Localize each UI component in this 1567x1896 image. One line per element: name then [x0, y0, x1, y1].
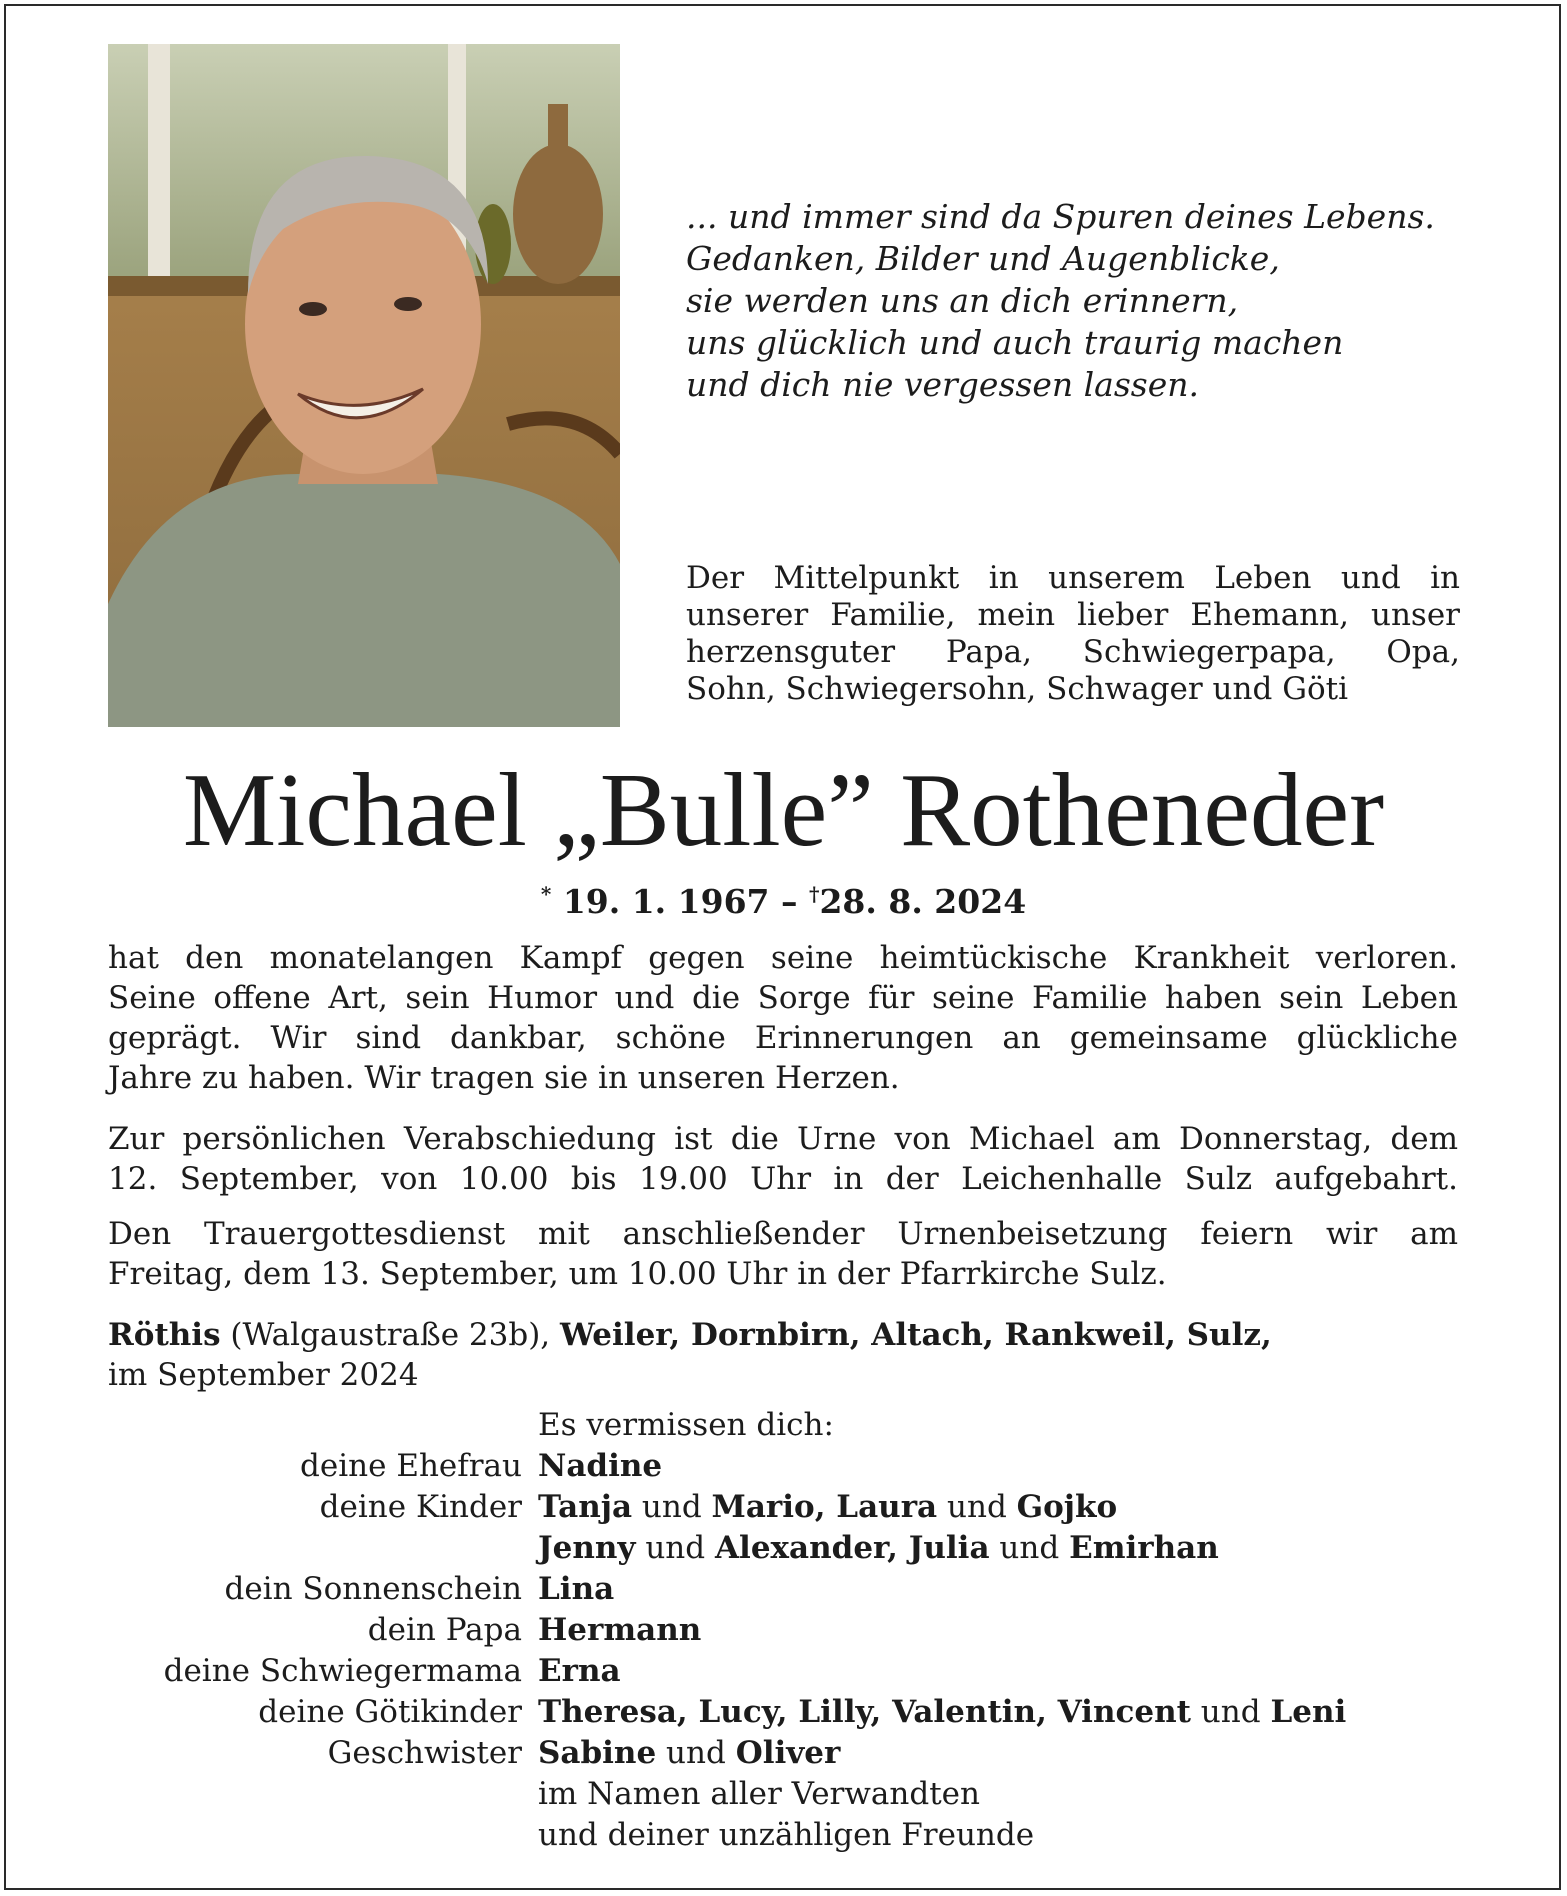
paragraph-viewing — [108, 1119, 1458, 1199]
conjunction: und — [666, 1735, 726, 1771]
mourner-name: Theresa, Lucy, Lilly, Valentin, Vincent — [538, 1694, 1191, 1730]
paragraph-line: Zur persönlichen Verabschiedung ist die Urne von Michael am Donnerstag, dem — [108, 1121, 1458, 1157]
paragraph-line: Den Trauergottesdienst mit anschließender Urnenbeisetzung feiern wir am — [108, 1216, 1458, 1252]
mourner-name: Alexander, Julia — [714, 1530, 990, 1566]
mourner-row — [108, 1651, 1458, 1692]
mourner-row — [108, 1487, 1458, 1528]
place-address: (Walgaustraße 23b), — [230, 1317, 551, 1353]
mourner-name: Tanja — [538, 1489, 633, 1525]
closing-row — [108, 1774, 1458, 1815]
intro-line: herzensguter Papa, Schwiegerpapa, Opa, — [686, 634, 1460, 670]
mourner-name: Leni — [1270, 1694, 1347, 1730]
place-and-date — [108, 1315, 1458, 1395]
mourner-names — [538, 1487, 1458, 1528]
conjunction: und — [645, 1530, 706, 1566]
conjunction: und — [1200, 1694, 1261, 1730]
intro-line: Der Mittelpunkt in unserem Leben und in — [686, 560, 1460, 596]
mourners-list — [108, 1405, 1458, 1856]
mourner-names: Lina — [538, 1571, 615, 1607]
poem-line: uns glücklich und auch traurig machen — [686, 323, 1344, 362]
intro-line: unserer Familie, mein lieber Ehemann, unser — [686, 597, 1460, 633]
birth-symbol: * — [540, 882, 552, 906]
mourner-name: Mario, Laura — [711, 1489, 938, 1525]
mourner-row — [108, 1610, 1458, 1651]
poem-line: ... und immer sind da Spuren deines Lebens. — [686, 197, 1435, 236]
mourner-row — [108, 1692, 1458, 1733]
mourner-name: Emirhan — [1069, 1530, 1219, 1566]
relation-label: deine Götikinder — [258, 1694, 522, 1730]
poem-line: Gedanken, Bilder und Augenblicke, — [686, 239, 1280, 278]
deceased-name: Michael „Bulle” Rotheneder — [182, 751, 1385, 868]
place-date: im September 2024 — [108, 1357, 419, 1393]
mourner-names: Erna — [538, 1653, 621, 1689]
poem-line: und dich nie vergessen lassen. — [686, 365, 1199, 404]
mourner-names: Nadine — [538, 1448, 663, 1484]
life-dates — [0, 872, 1567, 924]
relation-label: dein Sonnenschein — [224, 1571, 522, 1607]
paragraph-line: hat den monatelangen Kampf gegen seine heimtückische Krankheit verloren. — [108, 940, 1458, 976]
mourners-heading: Es vermissen dich: — [538, 1407, 834, 1443]
birth-date: 19. 1. 1967 — [562, 882, 770, 921]
place-line — [108, 1315, 1458, 1355]
paragraph-line: Jahre zu haben. Wir tragen sie in unseren Herzen. — [108, 1060, 900, 1096]
poem-line: sie werden uns an dich erinnern, — [686, 281, 1239, 320]
mourner-row — [108, 1733, 1458, 1774]
date-separator: – — [781, 882, 798, 921]
mourner-names — [538, 1528, 1458, 1569]
paragraph-line: Seine offene Art, sein Humor und die Sorge für seine Familie haben sein Leben — [108, 980, 1458, 1016]
conjunction: und — [641, 1489, 702, 1525]
mourner-row — [108, 1446, 1458, 1487]
mourner-names: Hermann — [538, 1612, 702, 1648]
mourner-name: Sabine — [538, 1735, 657, 1771]
conjunction: und — [999, 1530, 1060, 1566]
mourners-heading-row — [108, 1405, 1458, 1446]
closing-line: im Namen aller Verwandten — [538, 1776, 980, 1812]
paragraph-line: Freitag, dem 13. September, um 10.00 Uhr in der Pfarrkirche Sulz. — [108, 1256, 1167, 1292]
mourner-name: Oliver — [735, 1735, 841, 1771]
relation-label: deine Ehefrau — [300, 1448, 522, 1484]
relation-label: deine Schwiegermama — [163, 1653, 522, 1689]
relation-label: Geschwister — [327, 1735, 522, 1771]
intro-text — [686, 560, 1460, 708]
conjunction: und — [947, 1489, 1007, 1525]
paragraph-line: 12. September, von 10.00 bis 19.00 Uhr in der Leichenhalle Sulz aufgebahrt. — [108, 1161, 1458, 1197]
mourner-names — [538, 1692, 1458, 1733]
paragraph-illness — [108, 938, 1458, 1098]
intro-line: Sohn, Schwiegersohn, Schwager und Göti — [686, 671, 1348, 707]
relation-label: dein Papa — [367, 1612, 522, 1648]
relation-label: deine Kinder — [319, 1489, 522, 1525]
paragraph-line: geprägt. Wir sind dankbar, schöne Erinnerungen an gemeinsame glückliche — [108, 1020, 1458, 1056]
mourner-name: Jenny — [538, 1530, 636, 1566]
place-town: Röthis — [108, 1317, 221, 1353]
portrait-photo — [108, 44, 620, 727]
death-symbol: † — [809, 882, 820, 906]
paragraph-service — [108, 1214, 1458, 1294]
place-others: Weiler, Dornbirn, Altach, Rankweil, Sulz, — [560, 1317, 1272, 1353]
poem — [686, 196, 1486, 406]
mourner-row — [108, 1528, 1458, 1569]
mourner-name: Gojko — [1016, 1489, 1118, 1525]
closing-line: und deiner unzähligen Freunde — [538, 1817, 1035, 1853]
death-date: 28. 8. 2024 — [819, 882, 1027, 921]
closing-row — [108, 1815, 1458, 1856]
mourner-names — [538, 1733, 1458, 1774]
mourner-row — [108, 1569, 1458, 1610]
